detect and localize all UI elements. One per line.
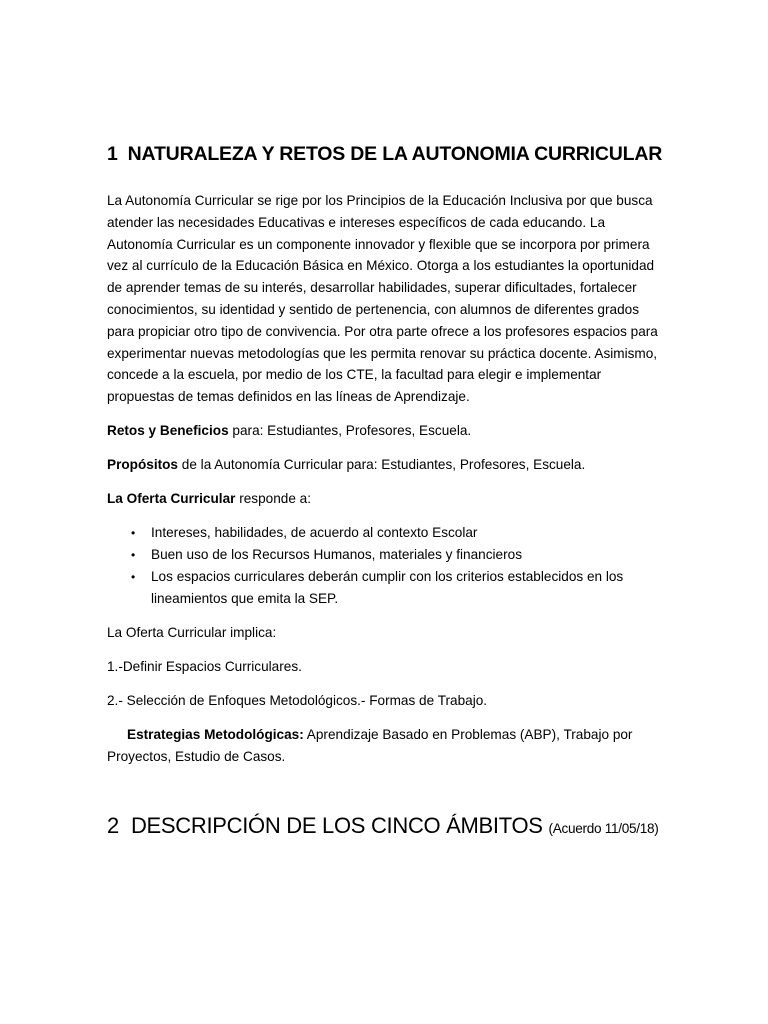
section-1-heading bbox=[107, 140, 667, 168]
retos-line bbox=[107, 420, 667, 442]
section-2-number: 2 bbox=[107, 813, 119, 839]
bullet-icon: • bbox=[131, 548, 136, 563]
retos-label: Retos y Beneficios bbox=[107, 422, 229, 438]
bullet-icon: • bbox=[131, 526, 136, 541]
item-2-line: 2.- Selección de Enfoques Metodológicos.- Formas de Trabajo. bbox=[107, 692, 488, 708]
list-item-text: Buen uso de los Recursos Humanos, materiales y financieros bbox=[151, 547, 522, 563]
list-item bbox=[107, 522, 667, 544]
propositos-text: de la Autonomía Curricular para: Estudiantes, Profesores, Escuela. bbox=[178, 456, 586, 472]
section-2-note: (Acuerdo 11/05/18) bbox=[548, 821, 659, 837]
section-2-heading bbox=[107, 811, 667, 844]
section-1-number: 1 bbox=[107, 143, 118, 165]
section-1-title: NATURALEZA Y RETOS DE LA AUTONOMIA CURRICULAR bbox=[127, 143, 663, 165]
oferta-bullet-list bbox=[107, 522, 667, 610]
propositos-line bbox=[107, 454, 667, 476]
list-item-text: Los espacios curriculares deberán cumplir con los criterios establecidos en los lineamientos que emita la SEP. bbox=[151, 569, 624, 607]
implica-line: La Oferta Curricular implica: bbox=[107, 625, 277, 641]
estrategias-paragraph bbox=[107, 724, 667, 768]
retos-text: para: Estudiantes, Profesores, Escuela. bbox=[228, 422, 472, 438]
oferta-line bbox=[107, 488, 667, 510]
bullet-icon: • bbox=[131, 570, 136, 585]
intro-paragraph: La Autonomía Curricular se rige por los Principios de la Educación Inclusiva por que busca atender las necesidades Educativas e intereses específicos de cada educando. La Autonomía Curricular es un componente innovador y flexible que se incorpora por primera vez al currículo de la Educación Básica en México. Otorga a los estudiantes la oportunidad de aprender temas de su interés, desarrollar habilidades, superar dificultades, fortalecer conocimientos, su identidad y sentido de pertenencia, con alumnos de diferentes grados para propiciar otro tipo de convivencia. Por otra parte ofrece a los profesores espacios para experimentar nuevas metodologías que les permita renovar su práctica docente. Asimismo, concede a la escuela, por medio de los CTE, la facultad para elegir e implementar propuestas de temas definidos en las líneas de Aprendizaje. bbox=[107, 193, 658, 405]
oferta-text: responde a: bbox=[235, 490, 312, 506]
list-item-text: Intereses, habilidades, de acuerdo al contexto Escolar bbox=[151, 525, 478, 541]
estrategias-label: Estrategias Metodológicas: bbox=[127, 726, 304, 742]
list-item bbox=[107, 566, 667, 610]
section-2-title: DESCRIPCIÓN DE LOS CINCO ÁMBITOS bbox=[130, 813, 543, 839]
item-1-line: 1.-Definir Espacios Curriculares. bbox=[107, 659, 302, 675]
estrategias-text: Aprendizaje Basado en Problemas (ABP), Trabajo por Proyectos, Estudio de Casos. bbox=[107, 726, 633, 764]
propositos-label: Propósitos bbox=[107, 456, 178, 472]
oferta-label: La Oferta Curricular bbox=[107, 490, 236, 506]
list-item bbox=[107, 544, 667, 566]
document-content bbox=[107, 140, 667, 844]
